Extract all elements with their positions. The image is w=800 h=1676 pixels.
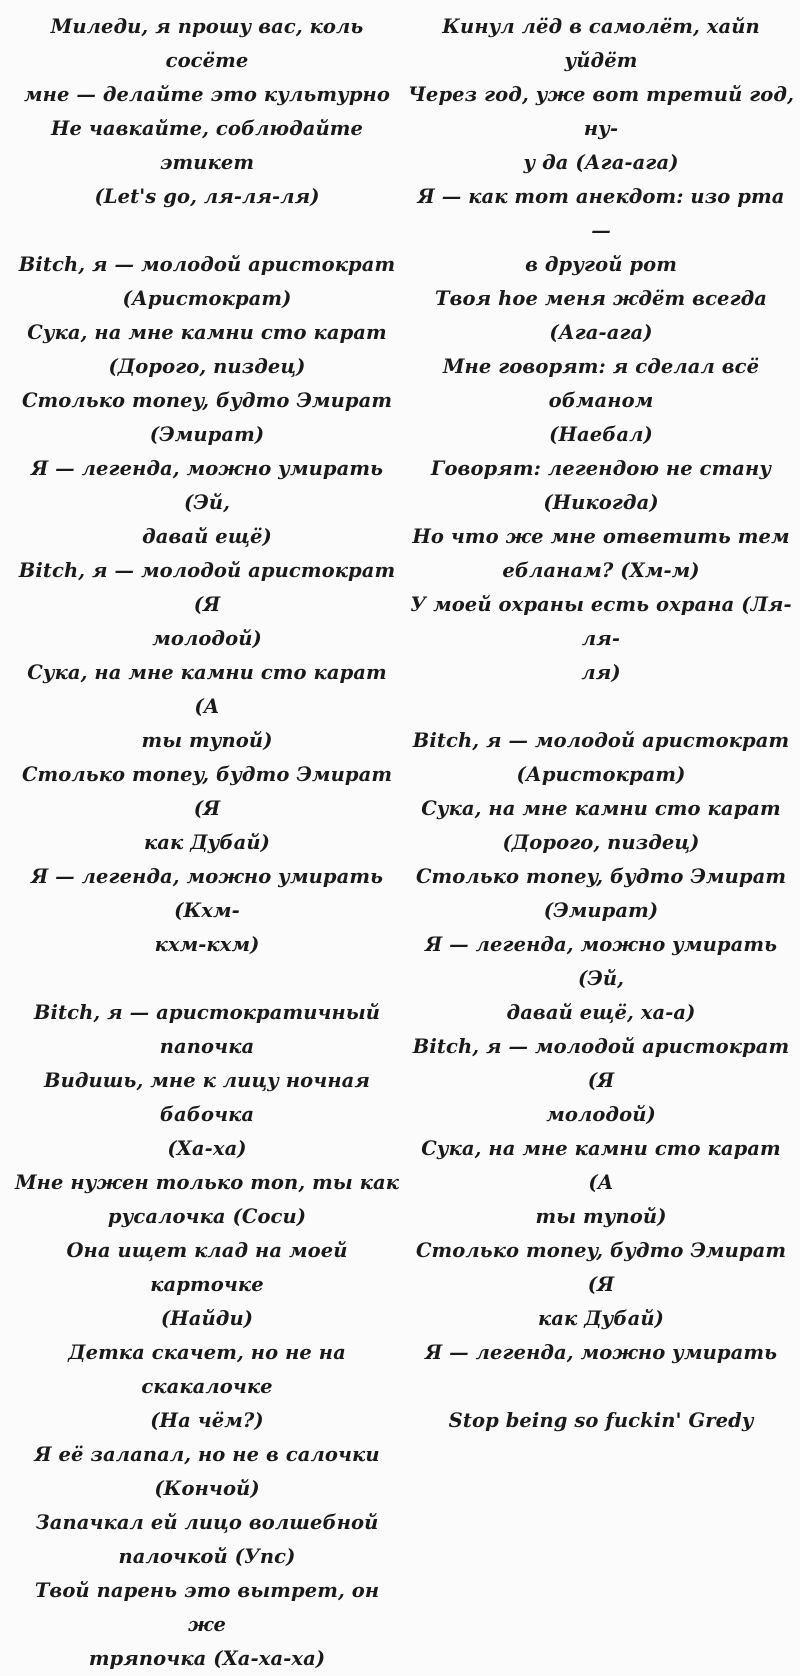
lyric-line: (Найди) [160,1307,254,1330]
lyric-line: (Let's go, ля-ля-ля) [94,185,320,208]
lyric-line: кхм-кхм) [154,933,260,956]
lyric-line: Через год, уже вот третий год, ну- [408,83,794,140]
lyric-line: Не чавкайте, соблюдайте этикет [50,117,364,174]
lyric-line: Сука, на мне камни сто карат (А [27,661,387,718]
lyric-line: Сука, на мне камни сто карат (А [421,1137,781,1194]
lyric-line: Говорят: легендою не стану [430,457,772,480]
lyric-line: Сука, на мне камни сто карат [421,797,781,820]
lyric-line: давай ещё, ха-а) [506,1001,696,1024]
lyric-line: (Дорого, пиздец) [108,355,306,378]
lyric-line: Столько money, будто Эмират (Я [21,763,393,820]
lyrics-column-right [408,10,794,1438]
lyric-line: Мне нужен только топ, ты как [14,1171,399,1194]
lyric-line: Bitch, я — аристократичный [33,1001,381,1024]
lyric-line: как Дубай) [144,831,270,854]
lyric-line: ты тупой) [535,1205,667,1228]
stanza-gap [14,962,400,996]
lyric-line: Запачкал ей лицо волшебной [35,1511,379,1534]
stanza-gap [408,1370,794,1404]
lyric-line: ебланам? (Хм-м) [502,559,700,582]
lyric-line: Мне говорят: я сделал всё обманом [442,355,760,412]
lyric-line: Я — легенда, можно умирать (Эй, [30,457,384,514]
lyric-line: молодой) [546,1103,656,1126]
lyric-line: Миледи, я прошу вас, коль сосёте [50,15,364,72]
lyric-line: Bitch, я — молодой аристократ (Я [412,1035,790,1092]
lyric-line: Stop being so fuckin' Gredy [448,1409,754,1432]
lyric-line: молодой) [152,627,262,650]
lyric-line: ля) [581,661,621,684]
lyric-line: Она ищет клад на моей карточке [66,1239,348,1296]
lyric-line: Твой парень это вытрет, он же [34,1579,380,1636]
lyric-line: Но что же мне ответить тем [412,525,790,548]
lyric-line: У моей охраны есть охрана (Ля-ля- [410,593,792,650]
lyric-line: Я — легенда, можно умирать [424,1341,778,1364]
lyric-line: (Эмират) [543,899,659,922]
lyric-line: палочкой (Упс) [118,1545,296,1568]
lyric-line: Я — легенда, можно умирать (Кхм- [30,865,384,922]
lyric-line: Bitch, я — молодой аристократ [18,253,396,276]
lyric-line: тряпочка (Ха-ха-ха) [88,1647,326,1670]
lyric-line: Детка скачет, но не на скакалочке [68,1341,346,1398]
lyric-line: ты тупой) [141,729,273,752]
lyric-line: Столько money, будто Эмират (Я [415,1239,787,1296]
lyric-line: Я — легенда, можно умирать (Эй, [424,933,778,990]
lyric-line: Сука, на мне камни сто карат [27,321,387,344]
lyric-line: Столько money, будто Эмират [415,865,787,888]
lyric-line: как Дубай) [538,1307,664,1330]
lyric-line: (Дорого, пиздец) [502,831,700,854]
lyrics-column-left [14,10,400,1676]
stanza-gap [14,214,400,248]
lyric-line: мне — делайте это культурно [24,83,390,106]
lyric-line: Видишь, мне к лицу ночная бабочка [43,1069,370,1126]
lyric-line: (Наебал) [549,423,653,446]
lyric-line: (На чём?) [150,1409,264,1432]
lyric-line: Столько money, будто Эмират [21,389,393,412]
lyric-line: Я её залапал, но не в салочки [34,1443,380,1466]
lyric-line: (Аристократ) [516,763,686,786]
lyric-line: (Аристократ) [122,287,292,310]
lyric-line: русалочка (Соси) [107,1205,307,1228]
lyric-line: Я — как тот анекдот: изо рта — [417,185,785,242]
lyric-line: Кинул лёд в самолёт, хайп уйдёт [442,15,760,72]
lyric-line: (Никогда) [543,491,659,514]
lyric-line: (Ха-ха) [167,1137,247,1160]
lyric-line: у да (Ага-ага) [523,151,679,174]
lyric-line: (Эмират) [149,423,265,446]
lyric-line: в другой рот [525,253,677,276]
lyric-line: давай ещё) [142,525,272,548]
lyric-line: (Кончой) [154,1477,260,1500]
lyric-line: Bitch, я — молодой аристократ [412,729,790,752]
lyric-line: Твоя hoe меня ждёт всегда (Ага-ага) [434,287,768,344]
stanza-gap [408,690,794,724]
lyric-line: папочка [159,1035,255,1058]
lyric-line: Bitch, я — молодой аристократ (Я [18,559,396,616]
